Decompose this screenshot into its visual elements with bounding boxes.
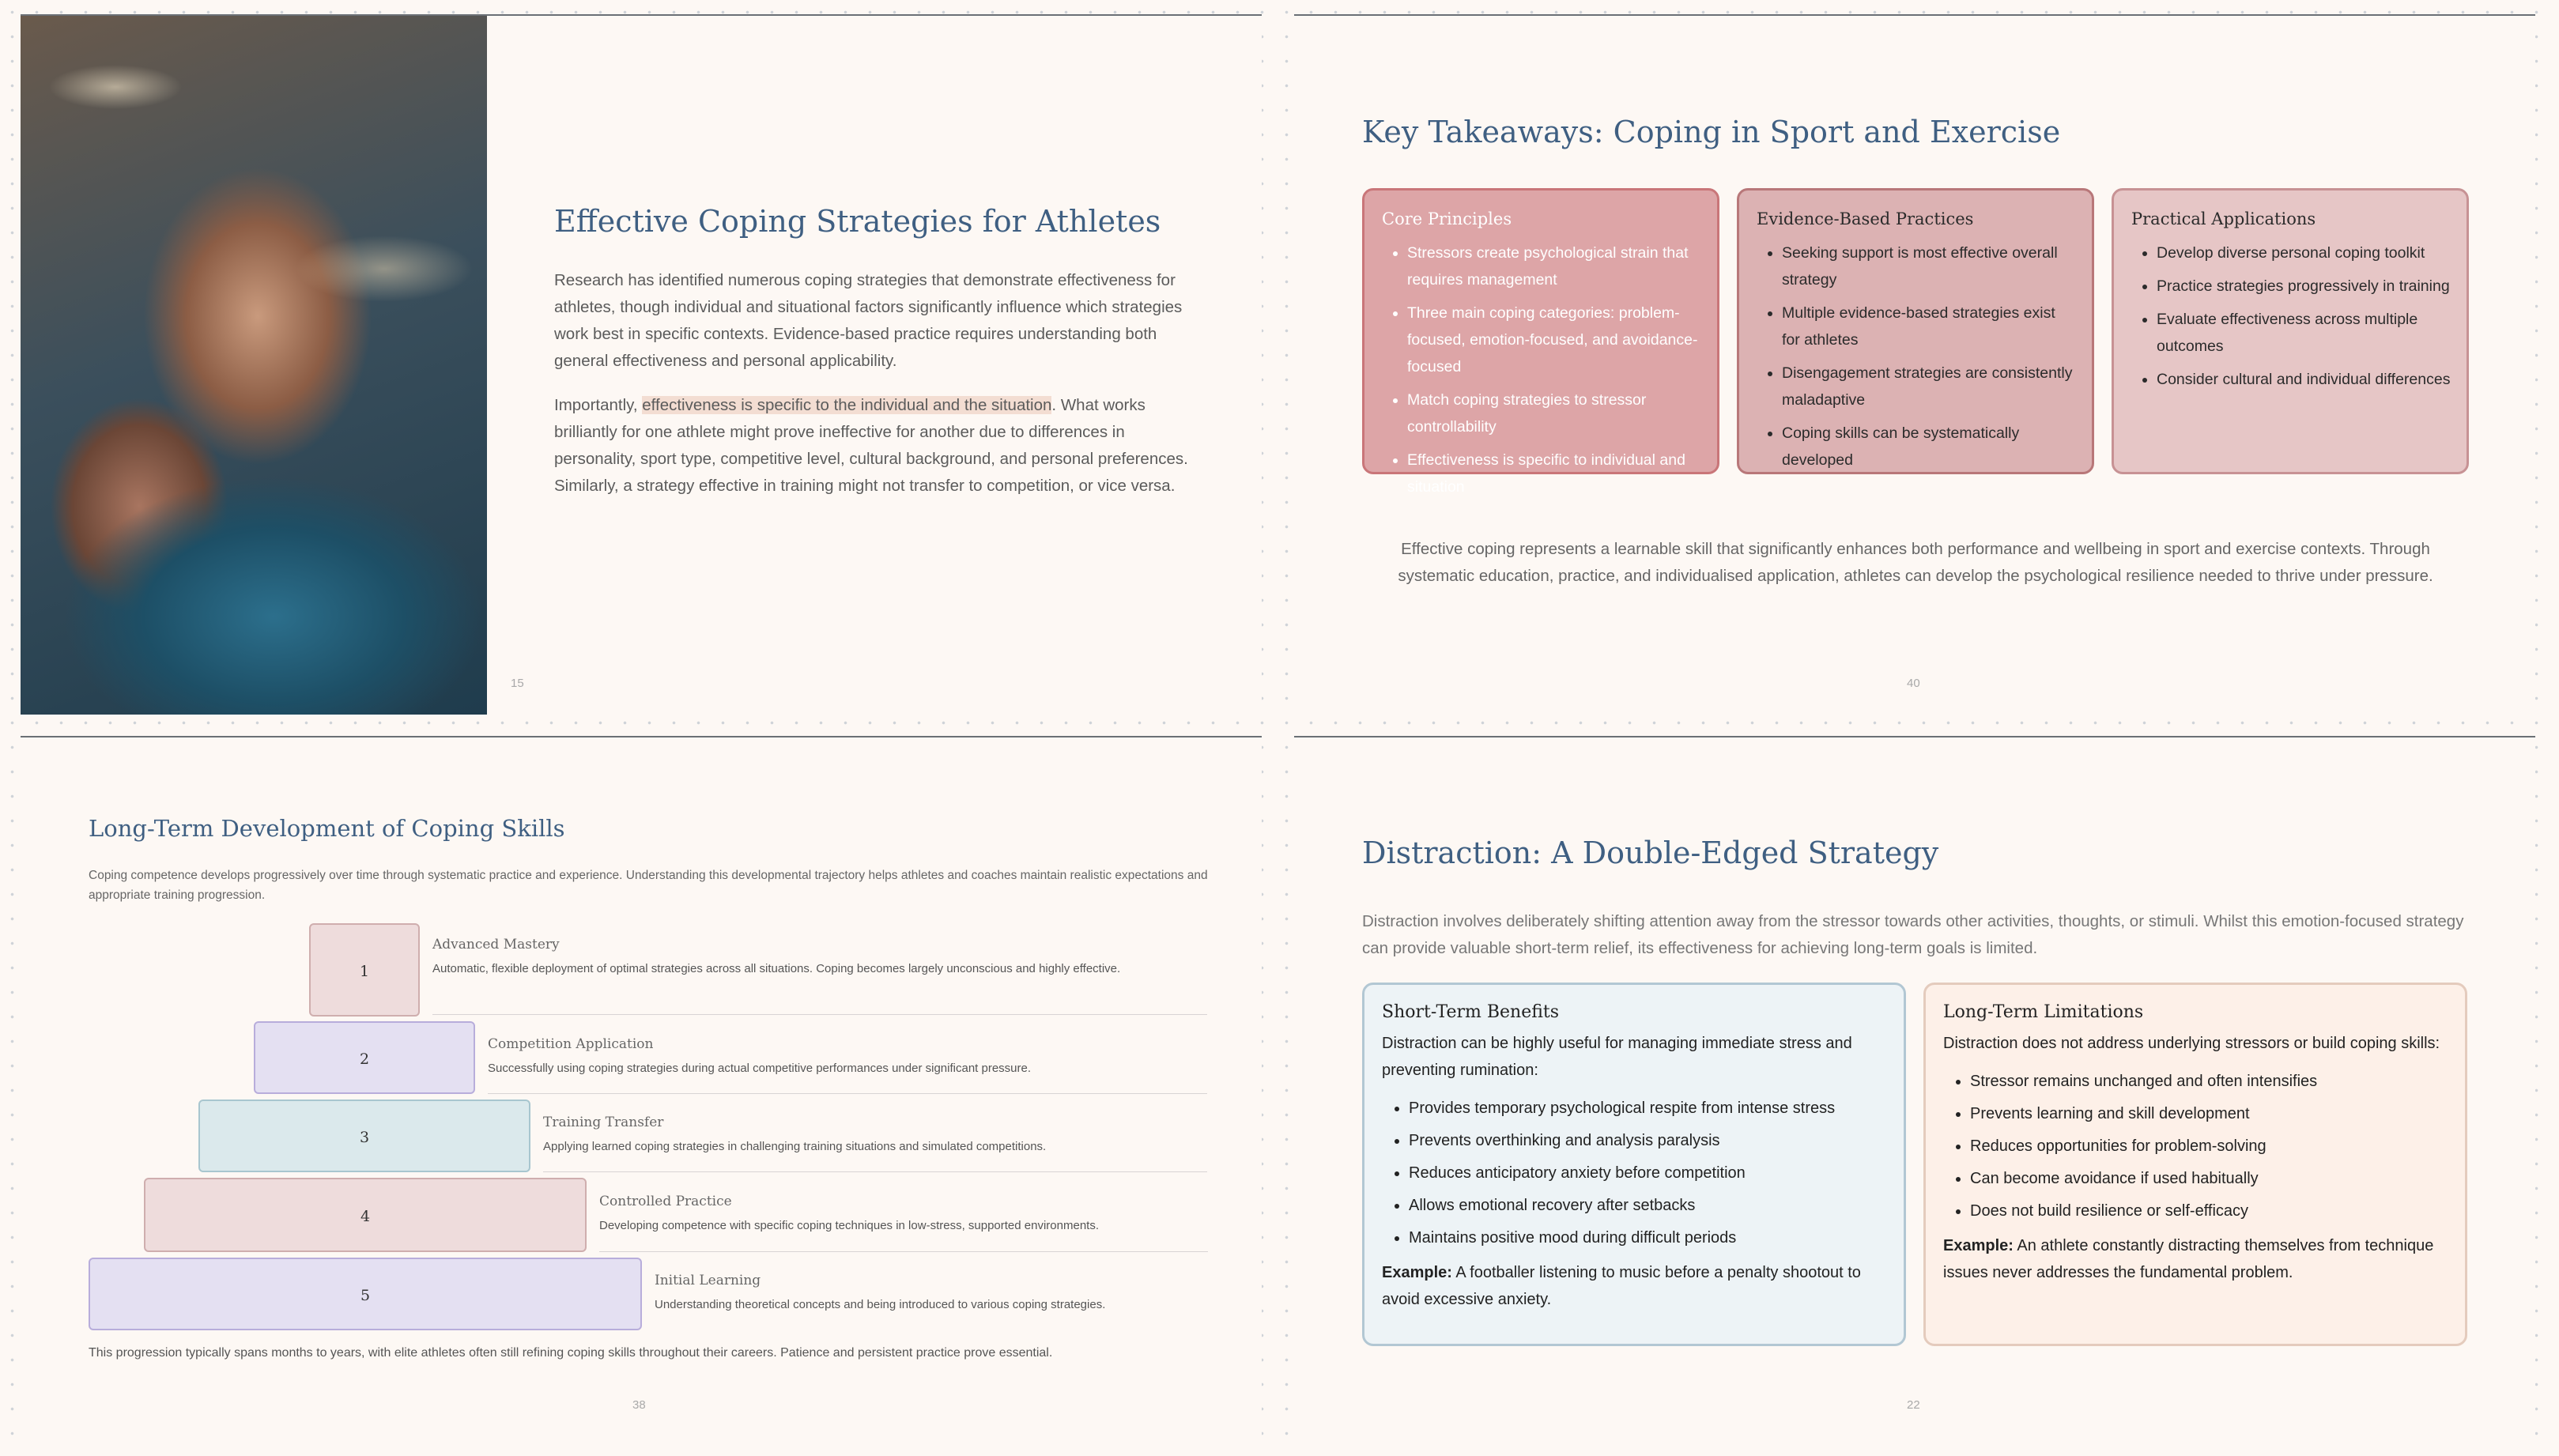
card-list (1382, 240, 1701, 500)
list-item: • Allows emotional recovery after setbacks (1409, 1192, 1886, 1219)
slide-title: Key Takeaways: Coping in Sport and Exercise (1362, 115, 2061, 149)
box-lead: Distraction can be highly useful for managing immediate stress and preventing rumination: (1382, 1035, 1852, 1079)
example-label: Example: (1382, 1264, 1452, 1281)
step-number: 2 (359, 1051, 370, 1068)
list-item: • Consider cultural and individual differences (2157, 366, 2451, 393)
card-practical-applications (2112, 188, 2469, 474)
step-description: Automatic, flexible deployment of optimal strategies across all situations. Coping becomes largely unconscious and highly effective. (432, 962, 1121, 975)
page-number: 22 (1907, 1398, 1920, 1412)
summary-text: Effective coping represents a learnable skill that significantly enhances both performance and wellbeing in sport and exercise contexts. Through systematic education, practice, and individualised application, athletes can develop the psychological resilience needed to thrive under pressure. (1398, 540, 2433, 585)
card-heading: Evidence-Based Practices (1757, 209, 1974, 228)
paragraph-start: Importantly, (554, 396, 643, 414)
box-long-term-limitations (1923, 983, 2467, 1346)
list-item: • Multiple evidence-based strategies exist for athletes (1782, 300, 2076, 353)
list-item: • Seeking support is most effective overall strategy (1782, 240, 2076, 293)
card-list (2131, 240, 2451, 393)
step-number: 3 (359, 1129, 370, 1146)
step-name: Competition Application (488, 1036, 654, 1052)
card-core-principles (1362, 188, 1719, 496)
box-list (1382, 1095, 1886, 1251)
highlighted-text: effectiveness is specific to the individual and the situation (642, 396, 1052, 414)
card-list (1757, 240, 2076, 473)
list-item: • Reduces anticipatory anxiety before competition (1409, 1160, 1886, 1186)
list-item: • Evaluate effectiveness across multiple outcomes (2157, 306, 2451, 360)
list-item: • Three main coping categories: problem-focused, emotion-focused, and avoidance-focused (1407, 300, 1701, 380)
step-block-2 (254, 1021, 475, 1094)
list-item: • Does not build resilience or self-efficacy (1970, 1198, 2448, 1224)
page-number: 15 (511, 677, 524, 690)
list-item: • Coping skills can be systematically developed (1782, 420, 2076, 473)
step-description: Developing competence with specific coping techniques in low-stress, supported environments. (599, 1219, 1099, 1232)
list-item: • Prevents learning and skill development (1970, 1100, 2448, 1127)
page-number: 38 (632, 1398, 646, 1412)
slide-coping-strategies (21, 14, 1262, 715)
box-heading: Short-Term Benefits (1382, 1002, 1560, 1022)
footer-text: This progression typically spans months to years, with elite athletes often still refining coping skills throughout their careers. Patience and persistent practice prove essential. (89, 1346, 1053, 1360)
card-heading: Practical Applications (2131, 209, 2316, 228)
slide-title: Distraction: A Double-Edged Strategy (1362, 836, 1939, 870)
list-item: • Can become avoidance if used habitually (1970, 1165, 2448, 1192)
paragraph-end: . What works brilliantly for one athlete might prove ineffective for another due to differences in personality, sport type, competitive level, cultural background, and personal preferences. Similarly, a strategy effective in training might not transfer to competition, or vice versa. (554, 396, 1188, 495)
divider (488, 1093, 1207, 1094)
box-short-term-benefits (1362, 983, 1906, 1346)
list-item: • Effectiveness is specific to individual and situation (1407, 447, 1701, 500)
step-description: Understanding theoretical concepts and being introduced to various coping strategies. (655, 1298, 1106, 1311)
list-item: • Match coping strategies to stressor controllability (1407, 387, 1701, 440)
divider (432, 1014, 1207, 1015)
list-item: • Stressors create psychological strain that requires management (1407, 240, 1701, 293)
step-number: 1 (359, 963, 370, 980)
slide-title: Long-Term Development of Coping Skills (89, 815, 565, 842)
card-heading: Core Principles (1382, 209, 1512, 228)
paragraph-importantly (554, 392, 1195, 500)
step-block-5 (89, 1258, 642, 1330)
example (1382, 1259, 1886, 1313)
step-text-2 (488, 1036, 1199, 1078)
example (1943, 1232, 2448, 1286)
step-text-3 (543, 1115, 1207, 1156)
step-name: Initial Learning (655, 1273, 761, 1288)
box-lead: Distraction does not address underlying stressors or build coping skills: (1943, 1035, 2440, 1052)
step-name: Advanced Mastery (432, 937, 560, 952)
list-item: • Disengagement strategies are consistently maladaptive (1782, 360, 2076, 413)
slide-distraction (1294, 736, 2535, 1436)
athlete-photo (21, 16, 487, 715)
example-text: A footballer listening to music before a penalty shootout to avoid excessive anxiety. (1382, 1264, 1861, 1308)
list-item: • Stressor remains unchanged and often intensifies (1970, 1068, 2448, 1095)
paragraph-research: Research has identified numerous coping strategies that demonstrate effectiveness for athletes, though individual and situational factors significantly influence which strategies work best in specific contexts. Evidence-based practice requires understanding both general effectiveness and personal applicability. (554, 271, 1183, 370)
divider (543, 1171, 1207, 1172)
step-block-1 (309, 923, 420, 1017)
card-evidence-based-practices (1737, 188, 2094, 474)
box-list (1943, 1068, 2448, 1224)
divider (599, 1251, 1208, 1252)
list-item: • Practice strategies progressively in training (2157, 273, 2451, 300)
list-item: • Provides temporary psychological respite from intense stress (1409, 1095, 1886, 1122)
intro-text: Distraction involves deliberately shifting attention away from the stressor towards other activities, thoughts, or stimuli. Whilst this emotion-focused strategy can provide valuable short-term relief, its effectiveness for achieving long-term goals is limited. (1362, 912, 2464, 957)
box-heading: Long-Term Limitations (1943, 1002, 2144, 1022)
example-label: Example: (1943, 1237, 2014, 1254)
step-text-4 (599, 1194, 1208, 1235)
step-description: Successfully using coping strategies during actual competitive performances under significant pressure. (488, 1062, 1032, 1075)
step-number: 4 (360, 1208, 371, 1225)
slide-long-term-development (21, 736, 1262, 1436)
page-number: 40 (1907, 677, 1920, 690)
slide-title: Effective Coping Strategies for Athletes (554, 204, 1161, 239)
list-item: • Maintains positive mood during difficult periods (1409, 1224, 1886, 1251)
step-name: Controlled Practice (599, 1194, 732, 1209)
list-item: • Develop diverse personal coping toolkit (2157, 240, 2451, 266)
list-item: • Prevents overthinking and analysis paralysis (1409, 1127, 1886, 1154)
list-item: • Reduces opportunities for problem-solving (1970, 1133, 2448, 1160)
step-description: Applying learned coping strategies in challenging training situations and simulated competitions. (543, 1140, 1047, 1153)
step-text-5 (655, 1273, 1208, 1315)
slide-key-takeaways (1294, 14, 2535, 715)
step-block-3 (198, 1100, 530, 1172)
step-block-4 (144, 1178, 587, 1252)
step-text-1 (432, 937, 1160, 979)
example-text: An athlete constantly distracting themselves from technique issues never addresses the fundamental problem. (1943, 1237, 2434, 1281)
intro-text: Coping competence develops progressively over time through systematic practice and experience. Understanding this developmental trajectory helps athletes and coaches maintain realistic expectations and appropriate training progression. (89, 869, 1208, 902)
step-name: Training Transfer (543, 1115, 664, 1130)
step-number: 5 (360, 1287, 371, 1304)
